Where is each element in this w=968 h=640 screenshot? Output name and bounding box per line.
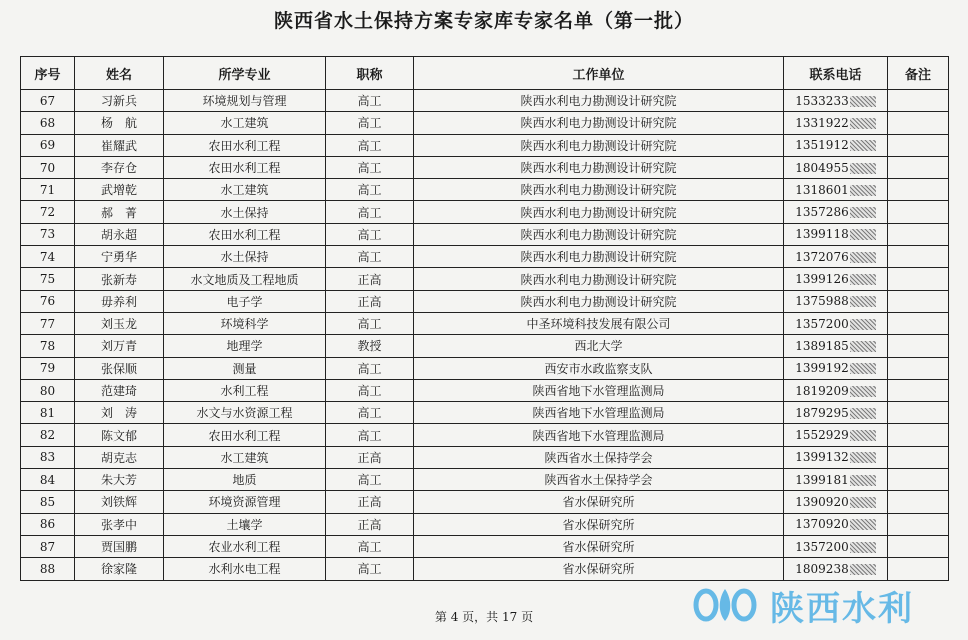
cell-rank: 高工 <box>326 179 414 201</box>
phone-visible-digits: 1804955 <box>795 160 849 175</box>
redaction-mask <box>850 207 876 218</box>
table-row <box>21 156 949 178</box>
redaction-mask <box>850 118 876 129</box>
redaction-mask <box>850 564 876 575</box>
cell-major: 水文地质及工程地质 <box>164 268 326 290</box>
phone-visible-digits: 1318601 <box>795 182 849 197</box>
cell-unit: 陕西水利电力勘测设计研究院 <box>414 112 784 134</box>
table-row <box>21 90 949 112</box>
cell-note <box>888 90 949 112</box>
cell-unit: 陕西水利电力勘测设计研究院 <box>414 246 784 268</box>
phone-visible-digits: 1351912 <box>795 138 849 153</box>
redaction-mask <box>850 452 876 463</box>
cell-note <box>888 179 949 201</box>
phone-visible-digits: 1357200 <box>795 539 849 554</box>
cell-major: 水利水电工程 <box>164 558 326 580</box>
cell-major: 农田水利工程 <box>164 223 326 245</box>
cell-name: 刘万青 <box>75 335 164 357</box>
cell-name: 张保顺 <box>75 357 164 379</box>
redaction-mask <box>850 296 876 307</box>
cell-note <box>888 469 949 491</box>
table-row <box>21 112 949 134</box>
cell-name: 徐家隆 <box>75 558 164 580</box>
cell-name: 武增乾 <box>75 179 164 201</box>
header-major: 所学专业 <box>164 57 326 90</box>
cell-unit: 陕西省水土保持学会 <box>414 446 784 468</box>
cell-phone <box>784 90 888 112</box>
table-row <box>21 179 949 201</box>
table-row <box>21 446 949 468</box>
phone-visible-digits: 1552929 <box>795 428 849 443</box>
cell-note <box>888 201 949 223</box>
phone-visible-digits: 1399181 <box>795 472 849 487</box>
redaction-mask <box>850 430 876 441</box>
table-row <box>21 335 949 357</box>
redaction-mask <box>850 519 876 530</box>
cell-rank: 高工 <box>326 223 414 245</box>
redaction-mask <box>850 542 876 553</box>
cell-major: 地理学 <box>164 335 326 357</box>
cell-seq: 84 <box>21 469 75 491</box>
cell-phone <box>784 491 888 513</box>
cell-note <box>888 134 949 156</box>
cell-major: 环境资源管理 <box>164 491 326 513</box>
phone-visible-digits: 1357200 <box>795 316 849 331</box>
cell-name: 范建琦 <box>75 379 164 401</box>
cell-name: 宁勇华 <box>75 246 164 268</box>
cell-name: 李存仓 <box>75 156 164 178</box>
cell-note <box>888 446 949 468</box>
redaction-mask <box>850 274 876 285</box>
cell-phone <box>784 513 888 535</box>
cell-rank: 正高 <box>326 491 414 513</box>
cell-name: 胡克志 <box>75 446 164 468</box>
cell-major: 水工建筑 <box>164 179 326 201</box>
cell-note <box>888 402 949 424</box>
cell-major: 农田水利工程 <box>164 156 326 178</box>
redaction-mask <box>850 408 876 419</box>
cell-name: 崔耀武 <box>75 134 164 156</box>
cell-rank: 正高 <box>326 513 414 535</box>
table-row <box>21 357 949 379</box>
cell-note <box>888 290 949 312</box>
table-row <box>21 134 949 156</box>
cell-seq: 67 <box>21 90 75 112</box>
redaction-mask <box>850 252 876 263</box>
cell-name: 刘铁辉 <box>75 491 164 513</box>
table-row <box>21 223 949 245</box>
cell-seq: 77 <box>21 312 75 334</box>
cell-unit: 陕西水利电力勘测设计研究院 <box>414 179 784 201</box>
redaction-mask <box>850 319 876 330</box>
cell-seq: 87 <box>21 535 75 557</box>
redaction-mask <box>850 475 876 486</box>
cell-phone <box>784 335 888 357</box>
cell-phone <box>784 156 888 178</box>
cell-unit: 陕西省地下水管理监测局 <box>414 424 784 446</box>
phone-visible-digits: 1370920 <box>795 517 849 532</box>
cell-note <box>888 156 949 178</box>
redaction-mask <box>850 229 876 240</box>
phone-visible-digits: 1357286 <box>795 205 849 220</box>
phone-visible-digits: 1331922 <box>795 115 849 130</box>
cell-major: 土壤学 <box>164 513 326 535</box>
cell-major: 农业水利工程 <box>164 535 326 557</box>
cell-phone <box>784 402 888 424</box>
cell-rank: 高工 <box>326 357 414 379</box>
expert-table <box>20 56 949 581</box>
cell-seq: 83 <box>21 446 75 468</box>
cell-rank: 高工 <box>326 558 414 580</box>
page-footer: 第 4 页，共 17 页 <box>434 610 534 624</box>
table-row <box>21 201 949 223</box>
cell-seq: 80 <box>21 379 75 401</box>
cell-major: 水土保持 <box>164 201 326 223</box>
cell-name: 陈文郁 <box>75 424 164 446</box>
cell-seq: 79 <box>21 357 75 379</box>
cell-phone <box>784 179 888 201</box>
cell-unit: 陕西水利电力勘测设计研究院 <box>414 223 784 245</box>
cell-major: 水工建筑 <box>164 446 326 468</box>
cell-rank: 高工 <box>326 246 414 268</box>
redaction-mask <box>850 96 876 107</box>
phone-visible-digits: 1879295 <box>795 405 849 420</box>
phone-visible-digits: 1399126 <box>795 272 849 287</box>
cell-rank: 高工 <box>326 402 414 424</box>
cell-unit: 陕西水利电力勘测设计研究院 <box>414 290 784 312</box>
table-header-row <box>21 57 949 90</box>
water-drop-logo-icon <box>692 583 762 627</box>
cell-phone <box>784 446 888 468</box>
cell-note <box>888 223 949 245</box>
phone-visible-digits: 1809238 <box>795 561 849 576</box>
cell-phone <box>784 134 888 156</box>
cell-rank: 正高 <box>326 446 414 468</box>
cell-unit: 陕西省水土保持学会 <box>414 469 784 491</box>
cell-name: 毋养利 <box>75 290 164 312</box>
cell-unit: 西北大学 <box>414 335 784 357</box>
cell-major: 水土保持 <box>164 246 326 268</box>
table-row <box>21 312 949 334</box>
cell-rank: 高工 <box>326 90 414 112</box>
phone-visible-digits: 1819209 <box>795 383 849 398</box>
cell-unit: 陕西水利电力勘测设计研究院 <box>414 90 784 112</box>
phone-visible-digits: 1375988 <box>795 294 849 309</box>
cell-unit: 省水保研究所 <box>414 535 784 557</box>
cell-name: 贾国鹏 <box>75 535 164 557</box>
cell-name: 朱大芳 <box>75 469 164 491</box>
table-row <box>21 513 949 535</box>
cell-phone <box>784 268 888 290</box>
cell-unit: 西安市水政监察支队 <box>414 357 784 379</box>
table-row <box>21 491 949 513</box>
header-seq: 序号 <box>21 57 75 90</box>
cell-unit: 陕西省地下水管理监测局 <box>414 402 784 424</box>
cell-seq: 70 <box>21 156 75 178</box>
cell-phone <box>784 535 888 557</box>
table-row <box>21 379 949 401</box>
cell-rank: 高工 <box>326 379 414 401</box>
cell-rank: 高工 <box>326 156 414 178</box>
cell-seq: 81 <box>21 402 75 424</box>
cell-unit: 陕西水利电力勘测设计研究院 <box>414 156 784 178</box>
cell-seq: 86 <box>21 513 75 535</box>
cell-seq: 71 <box>21 179 75 201</box>
cell-seq: 74 <box>21 246 75 268</box>
cell-name: 杨 航 <box>75 112 164 134</box>
cell-major: 农田水利工程 <box>164 134 326 156</box>
cell-seq: 76 <box>21 290 75 312</box>
phone-visible-digits: 1372076 <box>795 249 849 264</box>
table-row <box>21 469 949 491</box>
phone-visible-digits: 1390920 <box>795 494 849 509</box>
phone-visible-digits: 1399118 <box>795 227 849 242</box>
cell-major: 测量 <box>164 357 326 379</box>
redaction-mask <box>850 140 876 151</box>
cell-name: 张新寿 <box>75 268 164 290</box>
redaction-mask <box>850 185 876 196</box>
table-row <box>21 558 949 580</box>
cell-unit: 中圣环境科技发展有限公司 <box>414 312 784 334</box>
cell-phone <box>784 469 888 491</box>
cell-seq: 75 <box>21 268 75 290</box>
cell-name: 刘玉龙 <box>75 312 164 334</box>
cell-phone <box>784 379 888 401</box>
table-row <box>21 535 949 557</box>
cell-unit: 陕西水利电力勘测设计研究院 <box>414 201 784 223</box>
cell-unit: 陕西水利电力勘测设计研究院 <box>414 268 784 290</box>
table-row <box>21 424 949 446</box>
cell-rank: 教授 <box>326 335 414 357</box>
cell-rank: 高工 <box>326 112 414 134</box>
cell-rank: 正高 <box>326 290 414 312</box>
header-note: 备注 <box>888 57 949 90</box>
phone-visible-digits: 1399192 <box>795 361 849 376</box>
cell-rank: 高工 <box>326 424 414 446</box>
cell-name: 习新兵 <box>75 90 164 112</box>
cell-seq: 68 <box>21 112 75 134</box>
watermark-logo <box>692 580 962 630</box>
cell-name: 胡永超 <box>75 223 164 245</box>
header-unit: 工作单位 <box>414 57 784 90</box>
cell-rank: 高工 <box>326 134 414 156</box>
cell-major: 农田水利工程 <box>164 424 326 446</box>
cell-note <box>888 424 949 446</box>
cell-rank: 高工 <box>326 535 414 557</box>
cell-note <box>888 312 949 334</box>
cell-phone <box>784 312 888 334</box>
cell-unit: 陕西省地下水管理监测局 <box>414 379 784 401</box>
cell-phone <box>784 201 888 223</box>
cell-note <box>888 335 949 357</box>
cell-note <box>888 357 949 379</box>
table-row <box>21 246 949 268</box>
cell-major: 水文与水资源工程 <box>164 402 326 424</box>
cell-note <box>888 535 949 557</box>
cell-phone <box>784 558 888 580</box>
table-row <box>21 268 949 290</box>
cell-seq: 82 <box>21 424 75 446</box>
cell-major: 环境科学 <box>164 312 326 334</box>
cell-rank: 正高 <box>326 268 414 290</box>
cell-phone <box>784 290 888 312</box>
cell-phone <box>784 246 888 268</box>
cell-major: 电子学 <box>164 290 326 312</box>
cell-seq: 78 <box>21 335 75 357</box>
cell-unit: 省水保研究所 <box>414 513 784 535</box>
document-title: 陕西省水土保持方案专家库专家名单（第一批） <box>273 10 694 32</box>
redaction-mask <box>850 163 876 174</box>
cell-phone <box>784 357 888 379</box>
cell-note <box>888 268 949 290</box>
cell-major: 环境规划与管理 <box>164 90 326 112</box>
cell-note <box>888 246 949 268</box>
redaction-mask <box>850 341 876 352</box>
cell-seq: 72 <box>21 201 75 223</box>
table-row <box>21 402 949 424</box>
cell-note <box>888 491 949 513</box>
header-phone: 联系电话 <box>784 57 888 90</box>
redaction-mask <box>850 497 876 508</box>
cell-seq: 88 <box>21 558 75 580</box>
phone-visible-digits: 1533233 <box>795 93 849 108</box>
cell-seq: 73 <box>21 223 75 245</box>
cell-seq: 85 <box>21 491 75 513</box>
table-row <box>21 290 949 312</box>
cell-note <box>888 379 949 401</box>
cell-phone <box>784 223 888 245</box>
cell-major: 地质 <box>164 469 326 491</box>
cell-name: 张孝中 <box>75 513 164 535</box>
cell-note <box>888 112 949 134</box>
cell-note <box>888 558 949 580</box>
cell-major: 水利工程 <box>164 379 326 401</box>
cell-rank: 高工 <box>326 469 414 491</box>
cell-rank: 高工 <box>326 312 414 334</box>
phone-visible-digits: 1389185 <box>795 338 849 353</box>
cell-unit: 省水保研究所 <box>414 558 784 580</box>
cell-major: 水工建筑 <box>164 112 326 134</box>
cell-unit: 陕西水利电力勘测设计研究院 <box>414 134 784 156</box>
cell-unit: 省水保研究所 <box>414 491 784 513</box>
cell-phone <box>784 112 888 134</box>
cell-seq: 69 <box>21 134 75 156</box>
redaction-mask <box>850 386 876 397</box>
phone-visible-digits: 1399132 <box>795 450 849 465</box>
cell-rank: 高工 <box>326 201 414 223</box>
cell-name: 刘 涛 <box>75 402 164 424</box>
header-rank: 职称 <box>326 57 414 90</box>
watermark-text: 陕西水利 <box>770 588 914 629</box>
cell-phone <box>784 424 888 446</box>
cell-name: 郝 菁 <box>75 201 164 223</box>
header-name: 姓名 <box>75 57 164 90</box>
redaction-mask <box>850 363 876 374</box>
cell-note <box>888 513 949 535</box>
